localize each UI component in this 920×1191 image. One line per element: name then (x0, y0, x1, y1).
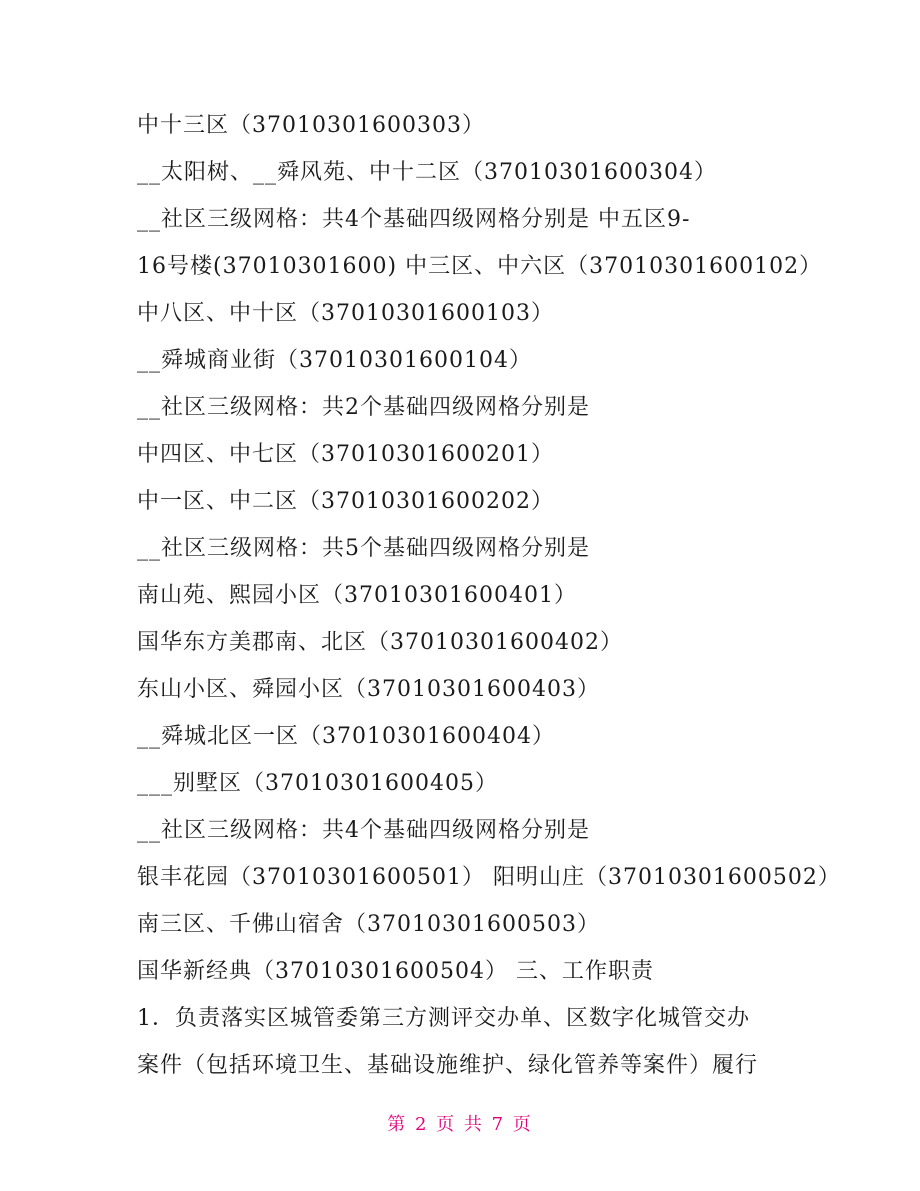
text-line: ___别墅区（37010301600405） (137, 771, 498, 796)
text-line: 16号楼(37010301600) 中三区、中六区（37010301600102） (137, 254, 823, 279)
text-line: 案件（包括环境卫生、基础设施维护、绿化管养等案件）履行 (137, 1053, 759, 1078)
text-line: __社区三级网格：共4个基础四级网格分别是 (137, 818, 590, 843)
text-line: 国华新经典（37010301600504） 三、工作职责 (137, 959, 654, 984)
text-line: 银丰花园（37010301600501） 阳明山庄（37010301600502） (137, 865, 841, 890)
text-line: 1．负责落实区城管委第三方测评交办单、区数字化城管交办 (137, 1006, 750, 1031)
text-line: 国华东方美郡南、北区（37010301600402） (137, 630, 623, 655)
text-line: 南山苑、熙园小区（37010301600401） (137, 583, 577, 608)
page-number-footer: 第 2 页 共 7 页 (387, 1114, 533, 1135)
document-body (137, 102, 841, 1089)
text-line: __社区三级网格：共5个基础四级网格分别是 (137, 536, 590, 561)
text-line: 中十三区（37010301600303） (137, 113, 485, 138)
text-line: __太阳树、__舜风苑、中十二区（37010301600304） (137, 160, 717, 185)
text-line: 中一区、中二区（37010301600202） (137, 489, 554, 514)
text-line: __社区三级网格：共4个基础四级网格分别是 中五区9- (137, 207, 691, 232)
text-line: 南三区、千佛山宿舍（37010301600503） (137, 912, 600, 937)
text-line: 中四区、中七区（37010301600201） (137, 442, 554, 467)
text-line: __舜城商业街（37010301600104） (137, 348, 532, 373)
text-line: 中八区、中十区（37010301600103） (137, 301, 554, 326)
text-line: 东山小区、舜园小区（37010301600403） (137, 677, 600, 702)
text-line: __舜城北区一区（37010301600404） (137, 724, 555, 749)
text-line: __社区三级网格：共2个基础四级网格分别是 (137, 395, 590, 420)
